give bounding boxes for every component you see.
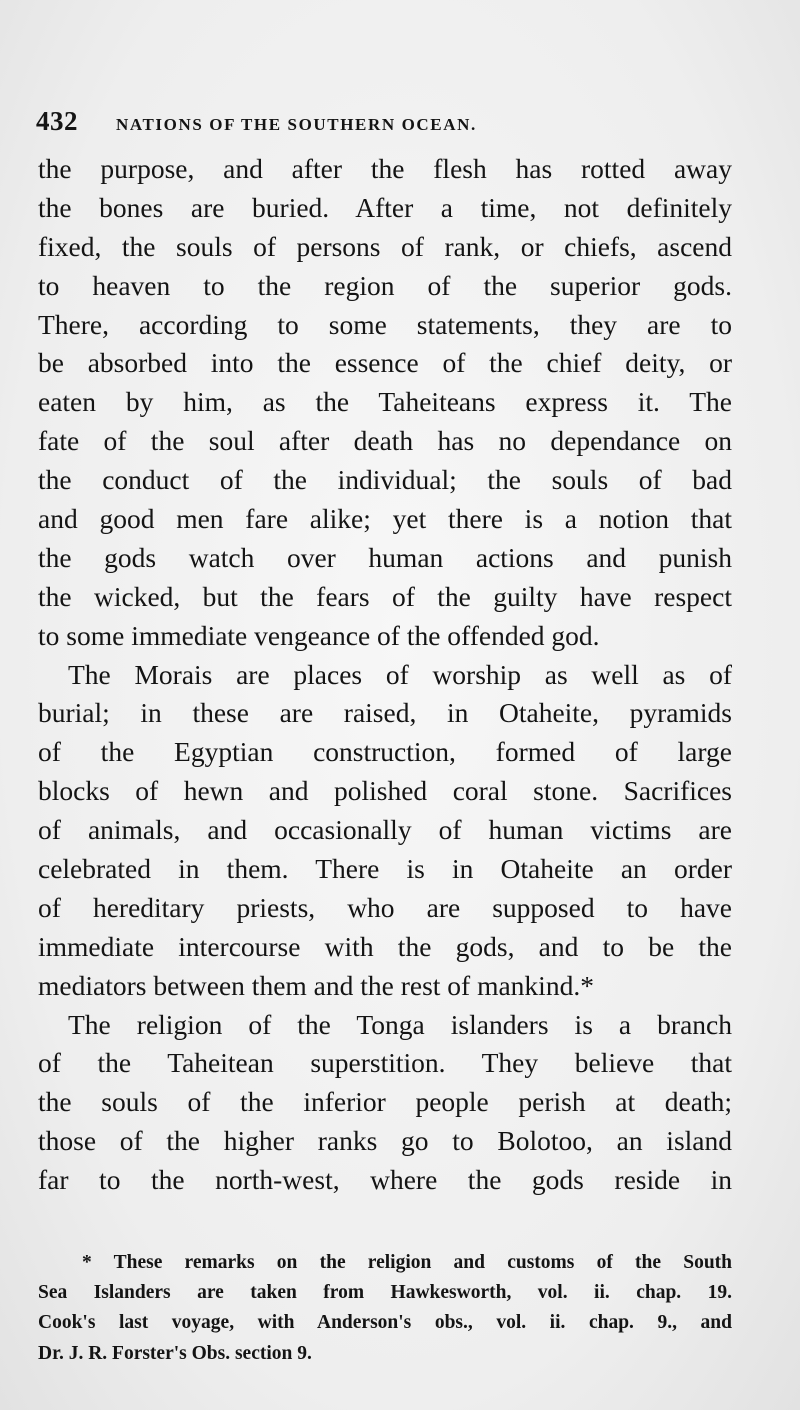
page-header [36, 106, 736, 140]
text-line: the bones are buried. After a time, not definitely [38, 191, 732, 223]
text-line: the gods watch over human actions and punish [38, 541, 732, 573]
text-line: of hereditary priests, who are supposed to have [38, 891, 732, 923]
text-line: celebrated in them. There is in Otaheite an order [38, 853, 732, 885]
text-line: immediate intercourse with the gods, and to be the [38, 930, 732, 962]
running-head: NATIONS OF THE SOUTHERN OCEAN. [116, 115, 477, 134]
text-line: the purpose, and after the flesh has rotted away [38, 153, 732, 184]
footnote [38, 1248, 732, 1369]
footnote-line: Dr. J. R. Forster's Obs. section 9. [38, 1342, 312, 1364]
text-line: fixed, the souls of persons of rank, or chiefs, ascend [38, 230, 732, 262]
text-line: the souls of the inferior people perish at death; [38, 1086, 732, 1118]
page-number: 432 [36, 106, 78, 136]
text-line: blocks of hewn and polished coral stone. Sacrifices [38, 775, 732, 807]
text-line: The Morais are places of worship as well as of [68, 658, 732, 690]
text-line: The religion of the Tonga islanders is a branch [68, 1008, 732, 1040]
footnote-line: Sea Islanders are taken from Hawkesworth, vol. ii. chap. 19. [38, 1282, 732, 1304]
text-line: of the Egyptian construction, formed of large [38, 736, 732, 768]
text-line: to heaven to the region of the superior gods. [38, 269, 732, 301]
text-line: the wicked, but the fears of the guilty have respect [38, 580, 732, 612]
text-line: be absorbed into the essence of the chief deity, or [38, 347, 732, 379]
text-line: of the Taheitean superstition. They believe that [38, 1047, 732, 1079]
text-line: to some immediate vengeance of the offended god. [38, 619, 600, 651]
text-line: mediators between them and the rest of mankind.* [38, 969, 594, 1001]
text-line: those of the higher ranks go to Bolotoo, an island [38, 1125, 732, 1157]
footnote-line: * These remarks on the religion and customs of the South [82, 1252, 732, 1273]
footnote-line: Cook's last voyage, with Anderson's obs., vol. ii. chap. 9., and [38, 1312, 732, 1334]
text-line: There, according to some statements, they are to [38, 308, 732, 340]
text-line: burial; in these are raised, in Otaheite, pyramids [38, 697, 732, 729]
text-line: fate of the soul after death has no dependance on [38, 425, 732, 457]
text-line: far to the north-west, where the gods reside in [38, 1164, 732, 1196]
text-line: eaten by him, as the Taheiteans express it. The [38, 386, 732, 418]
text-line: of animals, and occasionally of human victims are [38, 814, 732, 846]
body-text [38, 150, 732, 1200]
text-line: and good men fare alike; yet there is a notion that [38, 503, 732, 535]
text-line: the conduct of the individual; the souls of bad [38, 464, 732, 496]
